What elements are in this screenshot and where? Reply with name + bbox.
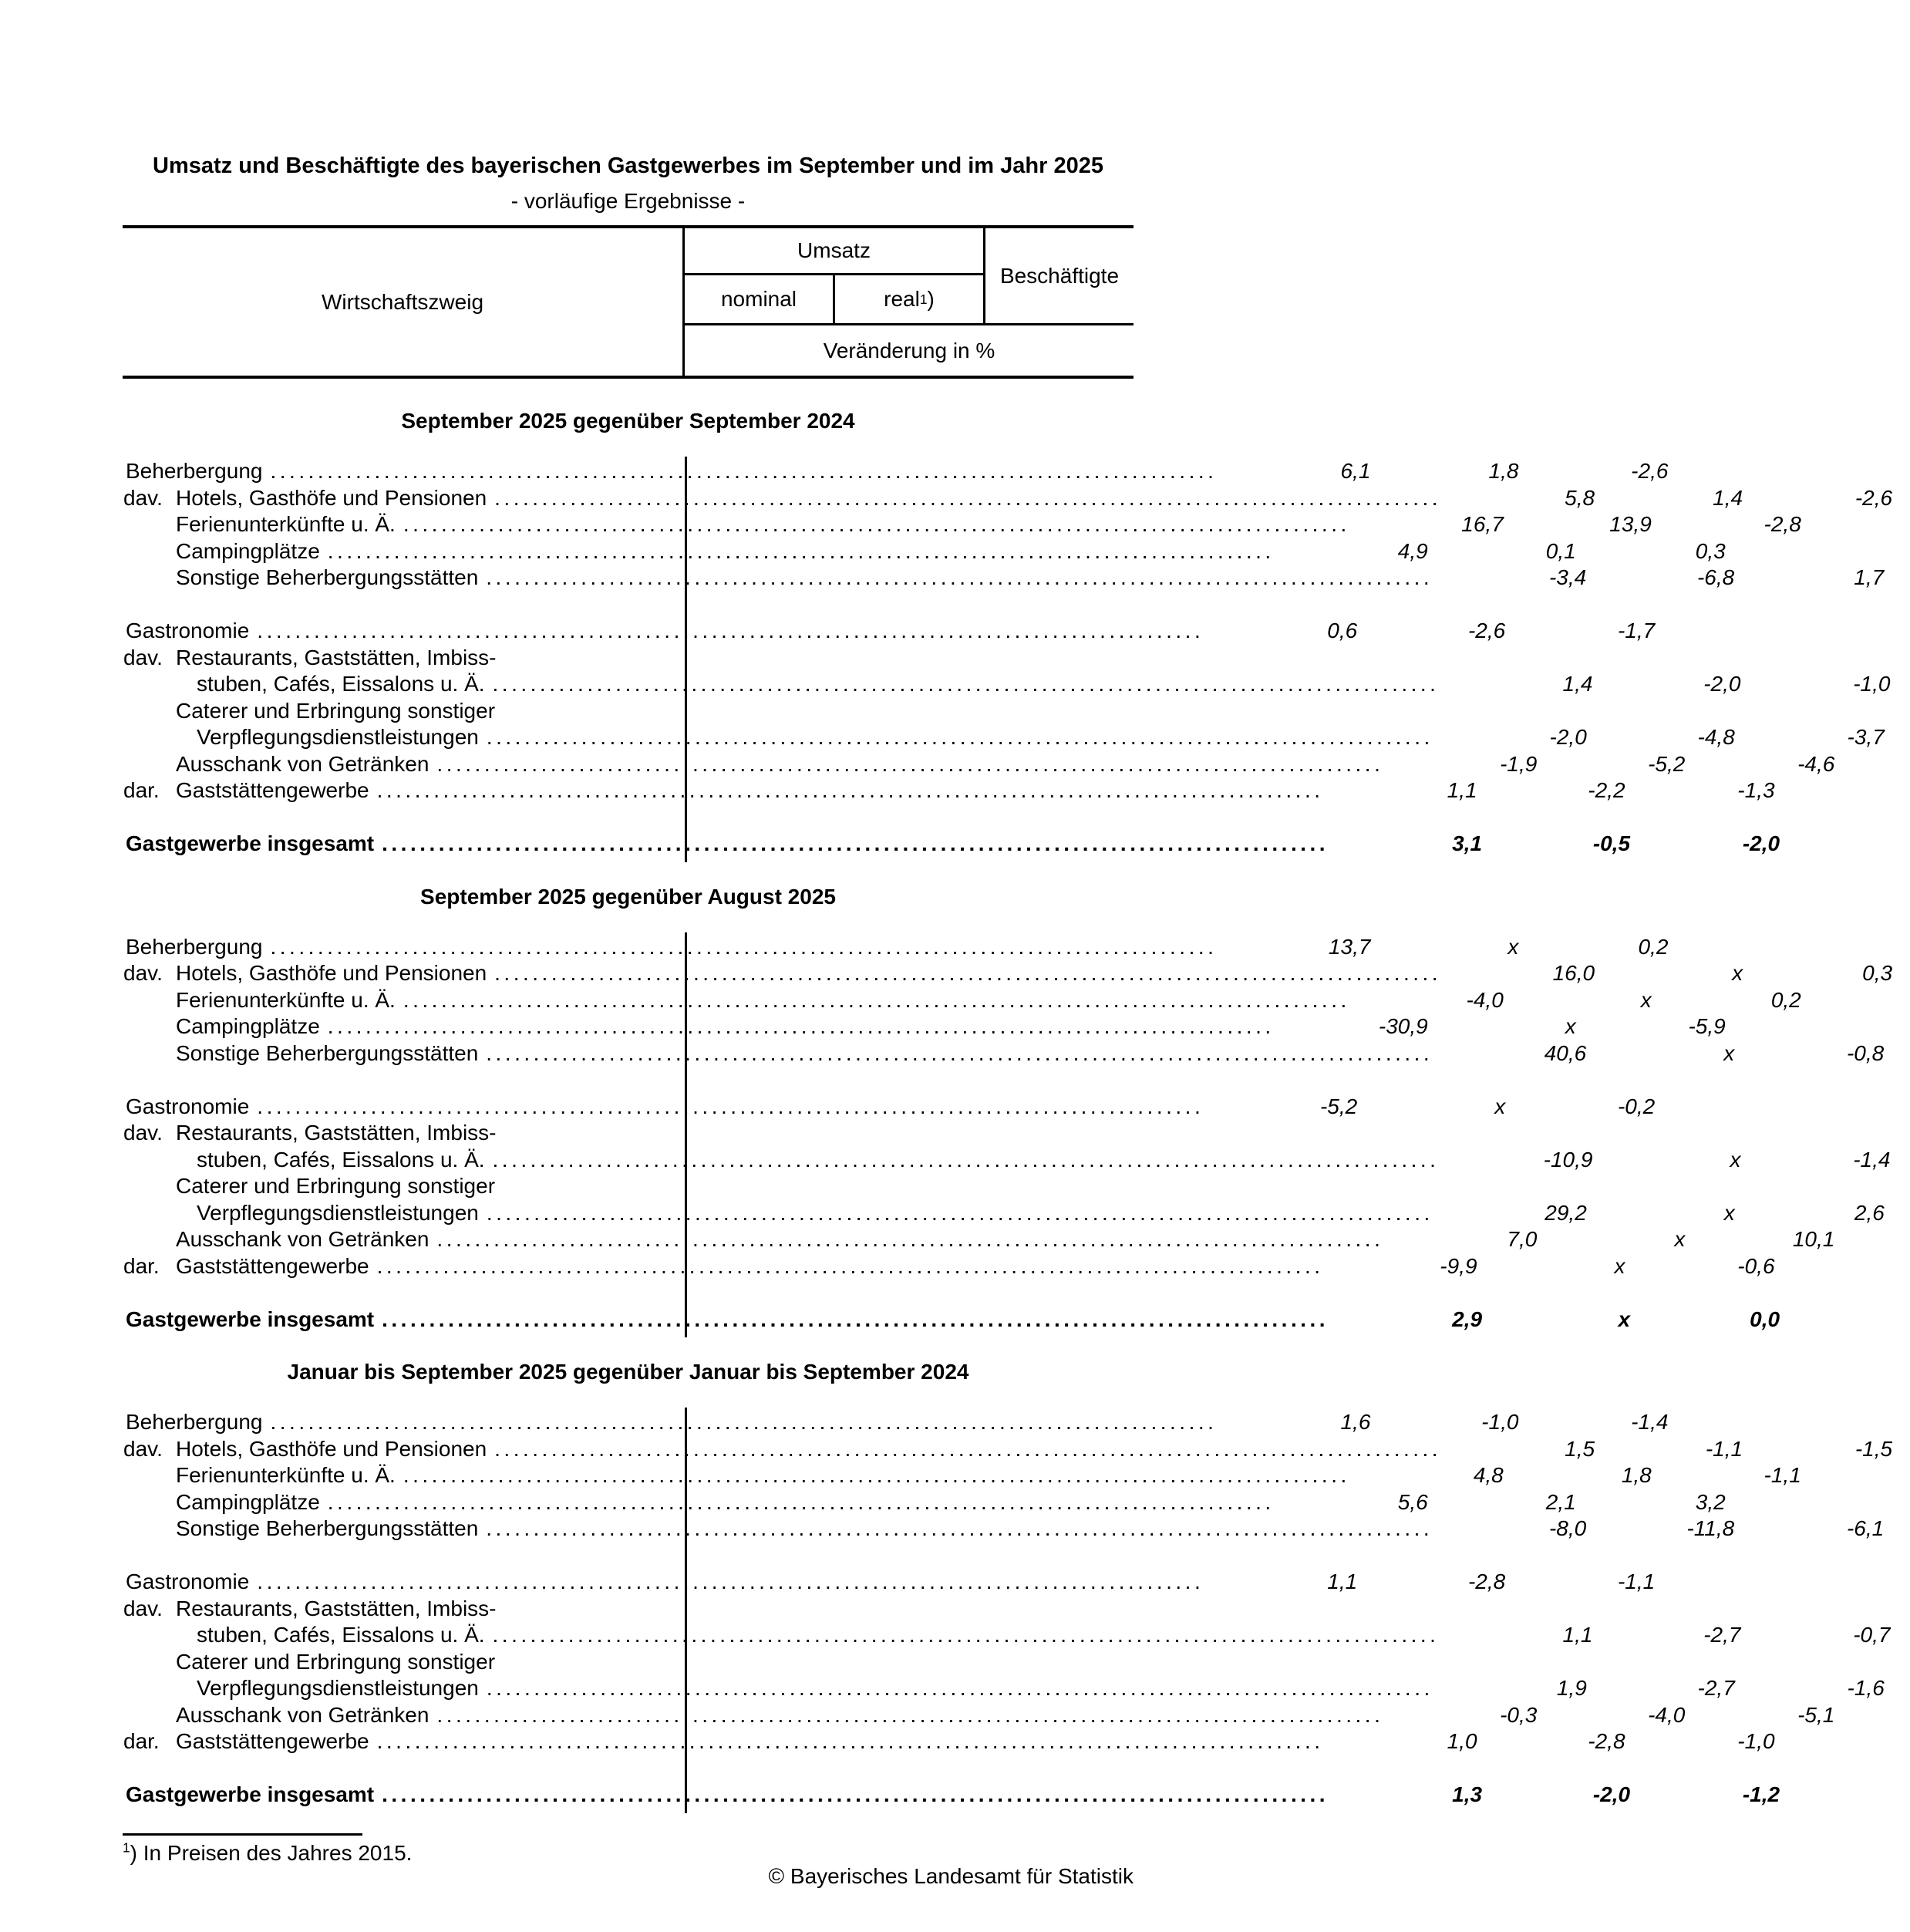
row-label: Gastronomie [126,1094,250,1118]
row-label-cell [123,1173,1454,1226]
row-label: Sonstige Beherbergungsstätten [176,1040,479,1065]
value-real: x [1494,1094,1506,1118]
dot-leader [377,777,1324,804]
value-beschaeftigte: -2,6 [1631,459,1669,483]
row-label: Ferienunterkünfte u. Ä. [176,1463,396,1487]
row-label: Caterer und Erbringung sonstiger [176,1174,496,1198]
row-label: Hotels, Gasthöfe und Pensionen [176,485,487,510]
page-title: Umsatz und Beschäftigte des bayerischen Gastgewerbes im September und im Jahr 2025 [153,153,1103,178]
value-nominal: -1,9 [1500,751,1538,776]
dot-leader [486,1516,1433,1543]
value-beschaeftigte: -1,2 [1742,1782,1780,1806]
value-real: x [1565,1014,1576,1038]
row-label: Gastronomie [126,619,250,642]
dot-leader [257,618,1204,645]
value-beschaeftigte: -1,6 [1847,1676,1885,1700]
value-real: x [1507,934,1519,959]
dot-leader [257,1094,1204,1121]
value-real: x [1730,1147,1741,1172]
header-nominal: nominal [685,275,835,325]
section-body [123,932,1893,1338]
row-label-cell [123,1596,1459,1649]
table-row [123,1307,1780,1334]
row-label-cell [123,1253,1344,1280]
section-sep2025-vs-sep2024 [123,408,1893,862]
table-row [123,1462,1801,1489]
row-label: Ausschank von Getränken [176,751,429,776]
value-nominal: 7,0 [1507,1227,1538,1251]
header-veraenderung: Veränderung in % [823,338,995,362]
section-heading: September 2025 gegenüber August 2025 [420,884,836,909]
value-real: 1,8 [1488,459,1519,483]
header-real-paren: ) [927,287,935,311]
value-beschaeftigte: -4,6 [1797,751,1835,776]
value-real: -4,0 [1648,1702,1686,1727]
value-beschaeftigte: -1,5 [1854,1436,1893,1461]
value-nominal: 6,1 [1340,459,1371,483]
value-real: -2,7 [1703,1623,1741,1647]
dot-leader [487,1200,1433,1227]
value-real: x [1723,1200,1735,1225]
row-label: Restaurants, Gaststätten, Imbiss- [176,645,497,669]
header-beschaeftigte: Beschäftigte [985,228,1134,325]
value-real: -1,0 [1481,1410,1519,1434]
row-prefix: dav. [123,645,163,669]
row-label-cell [123,960,1461,987]
value-beschaeftigte: -2,0 [1742,831,1780,855]
value-beschaeftigte: -1,4 [1853,1147,1891,1172]
value-beschaeftigte: -0,7 [1853,1623,1891,1647]
value-nominal: -8,0 [1548,1516,1587,1540]
row-label-cell [123,987,1370,1014]
value-nominal: 16,7 [1461,512,1504,536]
value-beschaeftigte: -1,0 [1853,672,1891,696]
row-label: Sonstige Beherbergungsstätten [176,565,479,589]
dot-leader [494,960,1441,987]
row-label: Gastgewerbe insgesamt [126,831,375,855]
value-real: -2,0 [1592,1782,1631,1806]
row-label: Hotels, Gasthöfe und Pensionen [176,961,487,985]
row-label-cell [123,1094,1224,1121]
row-label-cell [123,511,1370,538]
spacer-row [123,804,1134,831]
row-prefix: dar. [123,778,160,802]
value-beschaeftigte: -5,1 [1797,1702,1835,1727]
section-heading: Januar bis September 2025 gegenüber Januar bis September 2024 [287,1360,969,1384]
dot-leader [328,1013,1275,1040]
header-umsatz: Umsatz [685,228,985,275]
spacer-row [123,1755,1134,1782]
dot-leader [493,1147,1440,1174]
value-nominal: 1,4 [1562,672,1593,696]
row-label-cell [123,485,1461,512]
value-nominal: 4,9 [1397,538,1428,563]
value-nominal: 1,1 [1447,778,1477,802]
table-row [123,960,1893,987]
value-nominal: -30,9 [1378,1014,1428,1038]
row-label-cell [123,698,1454,751]
value-beschaeftigte: -0,2 [1617,1094,1656,1118]
value-nominal: 1,0 [1447,1729,1477,1753]
value-beschaeftigte: -1,4 [1631,1410,1669,1434]
value-real: x [1614,1253,1625,1278]
value-nominal: 13,7 [1328,934,1371,959]
row-label: stuben, Cafés, Eissalons u. Ä. [197,1147,485,1172]
spacer-row [123,592,1134,619]
row-label: Restaurants, Gaststätten, Imbiss- [176,1596,497,1620]
row-label: Hotels, Gasthöfe und Pensionen [176,1436,487,1461]
row-label-cell [123,1040,1453,1067]
value-nominal: 4,8 [1473,1463,1504,1487]
row-label: Caterer und Erbringung sonstiger [176,1649,496,1674]
header-real-label: real [884,287,920,311]
footnote [123,1840,1134,1866]
value-beschaeftigte: 10,1 [1792,1227,1835,1251]
spacer-row [123,1543,1134,1570]
footnote-text: ) In Preisen des Jahres 2015. [130,1840,413,1865]
dot-leader [494,485,1441,512]
value-real: -1,1 [1705,1436,1743,1461]
value-beschaeftigte: -5,9 [1688,1014,1726,1038]
row-label: Verpflegungsdienstleistungen [197,725,479,749]
spacer-row [123,1067,1134,1094]
value-real: x [1640,987,1652,1012]
value-nominal: 1,9 [1556,1676,1587,1700]
value-real: 0,1 [1545,538,1576,563]
dot-leader [487,724,1433,751]
row-label-cell [123,751,1403,778]
value-real: -2,2 [1588,778,1625,802]
value-nominal: -4,0 [1466,987,1504,1012]
row-label: Ferienunterkünfte u. Ä. [176,512,396,536]
row-label: Gastgewerbe insgesamt [126,1782,375,1806]
table-row [123,751,1835,778]
row-label: Beherbergung [126,934,263,959]
dot-leader [270,934,1217,961]
value-real: 2,1 [1545,1489,1576,1514]
value-beschaeftigte: 0,0 [1750,1307,1780,1331]
table-row [123,831,1780,858]
table-row [123,1516,1885,1543]
value-beschaeftigte: -2,8 [1763,512,1801,536]
row-label-cell [123,777,1344,804]
value-beschaeftigte: -1,1 [1617,1570,1656,1593]
table-row [123,987,1801,1014]
dot-leader [494,1436,1441,1463]
value-nominal: 1,5 [1565,1436,1595,1461]
dot-leader [270,458,1217,485]
row-label: Gaststättengewerbe [176,778,369,802]
footnote-marker: 1 [123,1839,130,1856]
row-prefix: dav. [123,1596,163,1620]
section-heading: September 2025 gegenüber September 2024 [401,409,855,433]
value-beschaeftigte: 3,2 [1695,1489,1726,1514]
value-beschaeftigte: 0,2 [1638,934,1669,959]
table-row [123,1728,1775,1755]
section-jan-sep2025-vs-jan-sep2024 [123,1359,1893,1813]
table-row [123,458,1669,485]
value-nominal: 40,6 [1544,1040,1587,1065]
table-row [123,934,1669,961]
row-label: Ausschank von Getränken [176,1227,429,1251]
dot-leader [436,1226,1383,1253]
table-row [123,485,1893,512]
row-label-cell [123,1702,1403,1729]
table-row [123,1040,1885,1067]
dot-leader [403,987,1350,1014]
row-label-cell [123,1516,1453,1543]
value-real: 13,9 [1609,512,1652,536]
value-real: 1,8 [1621,1463,1652,1487]
row-label-cell [123,1728,1344,1755]
row-label-cell [123,565,1453,592]
value-beschaeftigte: 0,3 [1862,961,1893,985]
row-label-cell [123,934,1237,961]
header-real: real 1 ) [835,275,985,325]
value-nominal: 1,6 [1340,1410,1371,1434]
dot-leader [382,831,1329,858]
value-nominal: 3,1 [1452,831,1483,855]
dot-leader [328,1489,1275,1516]
value-nominal: 5,6 [1397,1489,1428,1514]
section-sep2025-vs-aug2025 [123,884,1893,1338]
dot-leader [436,751,1383,778]
value-real: -6,8 [1696,565,1735,589]
value-real: -11,8 [1686,1516,1735,1540]
row-label: stuben, Cafés, Eissalons u. Ä. [197,672,485,696]
row-label-cell [123,1226,1403,1253]
value-real: x [1674,1227,1686,1251]
row-label-cell [123,1649,1454,1702]
value-beschaeftigte: 2,6 [1854,1200,1885,1225]
value-beschaeftigte: 0,2 [1770,987,1801,1012]
table-row [123,1782,1780,1809]
dot-leader [486,565,1433,592]
value-nominal: -9,9 [1440,1253,1477,1278]
row-label: Gastronomie [126,1570,250,1593]
row-label: Campingplätze [176,1014,320,1038]
value-real: -2,8 [1467,1570,1506,1593]
row-label: Gastgewerbe insgesamt [126,1307,375,1331]
value-nominal: -5,2 [1319,1094,1358,1118]
value-beschaeftigte: -1,0 [1737,1729,1775,1753]
value-nominal: 1,1 [1327,1570,1358,1593]
row-prefix: dav. [123,1436,163,1461]
value-beschaeftigte: -1,3 [1737,778,1775,802]
spacer-row [123,1280,1134,1307]
table-row [123,618,1656,645]
value-beschaeftigte: -0,8 [1846,1040,1885,1065]
row-label-cell [123,831,1349,858]
value-real: -5,2 [1648,751,1686,776]
dot-leader [403,511,1350,538]
value-beschaeftigte: 0,3 [1695,538,1726,563]
table-row [123,1596,1891,1649]
dot-leader [382,1307,1329,1334]
row-label: stuben, Cafés, Eissalons u. Ä. [197,1623,485,1647]
row-label: Restaurants, Gaststätten, Imbiss- [176,1121,497,1145]
row-prefix: dav. [123,1121,163,1145]
table-row [123,511,1801,538]
table-row [123,1649,1885,1702]
value-nominal: 1,1 [1562,1623,1593,1647]
table-row [123,1253,1775,1280]
row-label-cell [123,1307,1349,1334]
table-row [123,1013,1726,1040]
value-nominal: -3,4 [1548,565,1587,589]
dot-leader [382,1782,1329,1809]
row-label-cell [123,538,1295,565]
value-nominal: 29,2 [1545,1200,1587,1225]
value-real: 1,4 [1713,485,1743,510]
table-row [123,538,1726,565]
value-real: -2,0 [1703,672,1741,696]
value-real: -4,8 [1697,725,1735,749]
dot-leader [377,1728,1324,1755]
row-label: Beherbergung [126,459,263,483]
row-label-cell [123,1409,1237,1436]
value-real: -2,7 [1697,1676,1735,1700]
row-label-cell [123,645,1459,698]
dot-leader [403,1462,1350,1489]
row-label: Ausschank von Getränken [176,1702,429,1727]
value-nominal: 1,3 [1452,1782,1483,1806]
value-beschaeftigte: -3,7 [1847,725,1885,749]
row-label: Ferienunterkünfte u. Ä. [176,987,396,1012]
footnote-rule [123,1833,362,1836]
row-label-cell [123,618,1224,645]
table-row [123,1094,1656,1121]
row-label-cell [123,1013,1295,1040]
table-row [123,1120,1891,1173]
dot-leader [493,1622,1440,1649]
dot-leader [486,1040,1433,1067]
value-real: x [1618,1307,1631,1331]
value-nominal: -10,9 [1543,1147,1593,1172]
value-beschaeftigte: -1,1 [1763,1463,1801,1487]
table-row [123,1569,1656,1596]
value-real: x [1723,1040,1735,1065]
table-header [123,225,1134,379]
dot-leader [487,1675,1433,1702]
dot-leader [436,1702,1383,1729]
dot-leader [377,1253,1324,1280]
value-real: -2,8 [1588,1729,1625,1753]
value-real: -2,6 [1467,619,1506,642]
section-body [123,1408,1893,1813]
row-prefix: dar. [123,1253,160,1278]
page-subtitle: - vorläufige Ergebnisse - [510,189,746,213]
row-label-cell [123,1782,1349,1809]
row-label: Verpflegungsdienstleistungen [197,1676,479,1700]
table-row [123,698,1885,751]
row-label: Caterer und Erbringung sonstiger [176,698,496,723]
row-label-cell [123,1489,1295,1516]
table-row [123,645,1891,698]
row-label-cell [123,1569,1224,1596]
dot-leader [328,538,1275,565]
value-beschaeftigte: -0,6 [1737,1253,1775,1278]
row-label: Gaststättengewerbe [176,1729,369,1753]
row-label-cell [123,1462,1370,1489]
row-label-cell [123,1436,1461,1463]
value-nominal: -2,0 [1549,725,1587,749]
row-label: Verpflegungsdienstleistungen [197,1200,479,1225]
row-prefix: dar. [123,1729,160,1753]
row-prefix: dav. [123,485,163,510]
value-nominal: -0,3 [1500,1702,1538,1727]
row-label: Gaststättengewerbe [176,1253,369,1278]
value-nominal: 2,9 [1452,1307,1483,1331]
row-label-cell [123,458,1237,485]
value-real: -0,5 [1592,831,1631,855]
value-beschaeftigte: -2,6 [1854,485,1893,510]
value-beschaeftigte: -1,7 [1617,619,1656,642]
value-nominal: 16,0 [1552,961,1595,985]
dot-leader [270,1409,1217,1436]
table-row [123,777,1775,804]
table-row [123,1226,1835,1253]
section-body [123,457,1893,862]
dot-leader [257,1569,1204,1596]
row-label: Beherbergung [126,1410,263,1434]
value-beschaeftigte: -6,1 [1846,1516,1885,1540]
row-prefix: dav. [123,961,163,985]
row-label-cell [123,1120,1459,1173]
table-row [123,1489,1726,1516]
value-nominal: 5,8 [1565,485,1595,510]
row-label: Sonstige Beherbergungsstätten [176,1516,479,1540]
table-row [123,1173,1885,1226]
table-row [123,565,1885,592]
table-row [123,1702,1835,1729]
value-beschaeftigte: 1,7 [1854,565,1885,589]
row-label: Campingplätze [176,538,320,563]
value-real: x [1732,961,1743,985]
row-label: Campingplätze [176,1489,320,1514]
dot-leader [493,671,1440,698]
header-wirtschaftszweig: Wirtschaftszweig [123,228,685,376]
document-content [123,153,1893,1890]
table-row [123,1409,1669,1436]
copyright-notice: © Bayerisches Landesamt für Statistik [768,1863,1134,1888]
table-row [123,1436,1893,1463]
value-nominal: 0,6 [1327,619,1358,642]
